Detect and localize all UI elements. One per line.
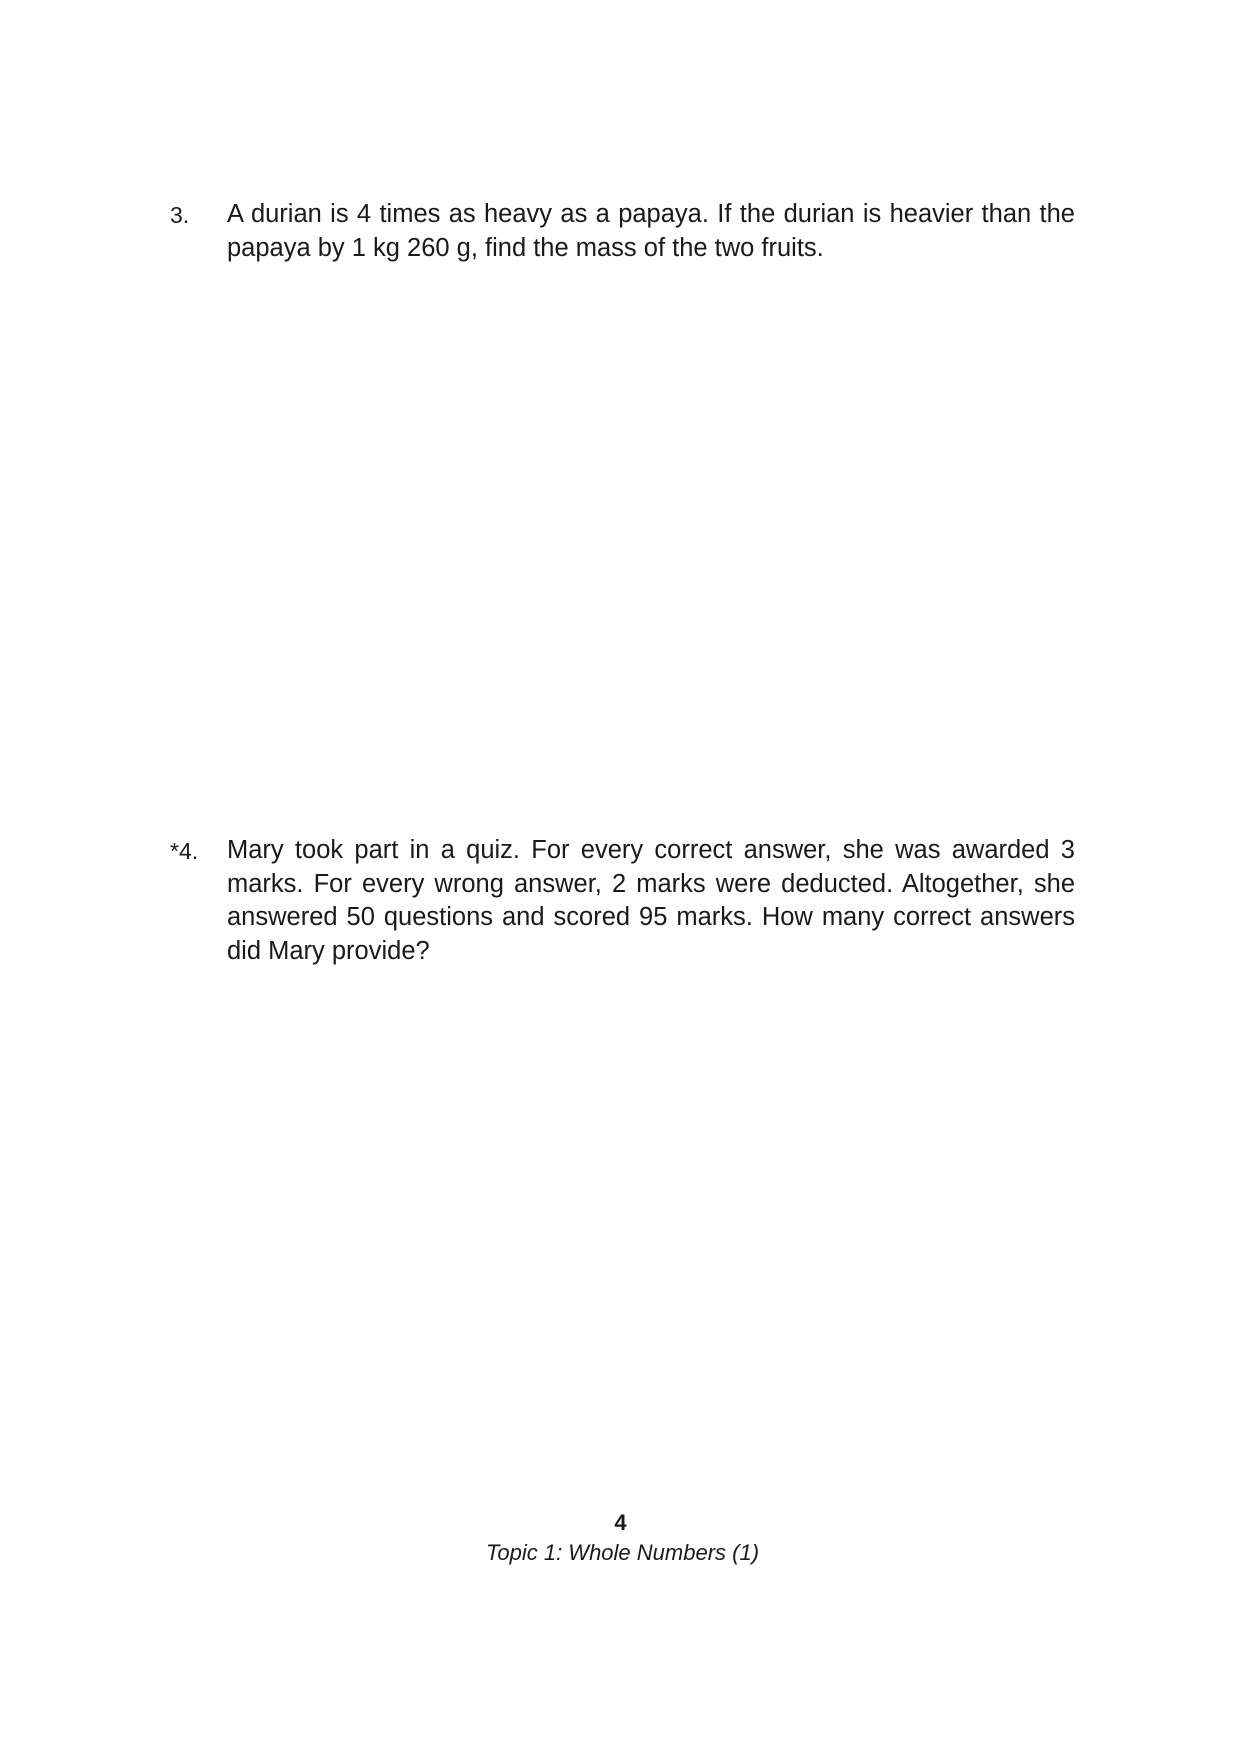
question-text: A durian is 4 times as heavy as a papaya. If the durian is heavier than the papaya by 1 kg 260 g, find the mass of the two fruits. xyxy=(227,200,1075,262)
page-number: 4 xyxy=(614,1510,627,1535)
question-text: Mary took part in a quiz. For every correct answer, she was awarded 3 marks. For every wrong answer, 2 marks were deducted. Altogether, she answered 50 questions and scored 95 marks. How many correct answers did Mary provide? xyxy=(227,836,1075,965)
question-4 xyxy=(170,834,1075,968)
question-3 xyxy=(170,198,1075,265)
topic-label: Topic 1: Whole Numbers (1) xyxy=(485,1540,760,1565)
question-number: 3. xyxy=(170,202,190,228)
question-number: *4. xyxy=(170,838,199,864)
